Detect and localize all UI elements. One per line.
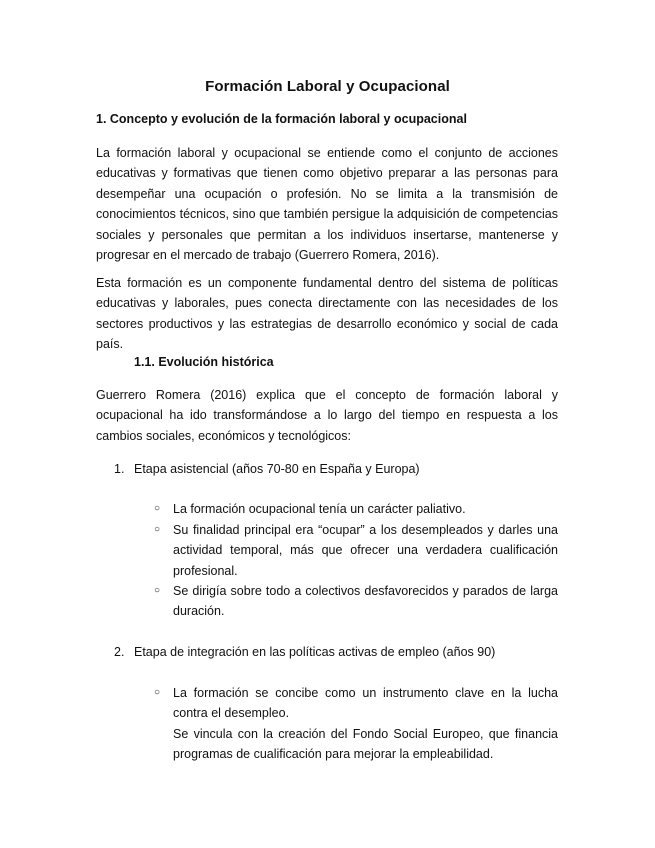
bullet-text: Su finalidad principal era “ocupar” a los desempleados y darles una actividad temporal, más que ofrecer una verdadera cualificación profesional. <box>173 523 558 578</box>
paragraph-evolution: Guerrero Romera (2016) explica que el concepto de formación laboral y ocupacional ha ido transformándose a lo largo del tiempo en respuesta a los cambios sociales, económicos y tecnológicos: <box>96 388 558 443</box>
document-title: Formación Laboral y Ocupacional <box>205 78 450 95</box>
bullet-continuation-text: Se vincula con la creación del Fondo Social Europeo, que financia programas de cualificación para mejorar la empleabilidad. <box>173 726 558 762</box>
stage-label: Etapa asistencial (años 70-80 en España y Europa) <box>134 462 420 476</box>
stage-label: Etapa de integración en las políticas activas de empleo (años 90) <box>134 645 496 659</box>
list-number: 1. <box>114 462 125 476</box>
bullet-item <box>154 683 558 765</box>
bullet-text: La formación se concibe como un instrumento clave en la lucha contra el desempleo. <box>173 686 558 721</box>
section-heading: 1. Concepto y evolución de la formación laboral y ocupacional <box>96 112 467 126</box>
bullet-circle-icon: ○ <box>154 524 161 535</box>
bullet-text: Se dirigía sobre todo a colectivos desfavorecidos y parados de larga duración. <box>173 584 558 619</box>
paragraph-component: Esta formación es un componente fundamental dentro del sistema de políticas educativas y laborales, pues conecta directamente con las necesidades de los sectores productivos y las estrategias de desarrollo económico y social de cada país. <box>96 276 558 352</box>
bullet-item <box>154 499 558 519</box>
bullet-circle-icon: ○ <box>154 687 161 698</box>
bullet-item <box>154 581 558 622</box>
bullet-circle-icon: ○ <box>154 585 161 596</box>
list-item-stage-2 <box>114 642 495 662</box>
bullet-text: La formación ocupacional tenía un carácter paliativo. <box>173 502 466 516</box>
paragraph-definition: La formación laboral y ocupacional se entiende como el conjunto de acciones educativas y formativas que tienen como objetivo preparar a las personas para desempeñar una ocupación o profesión. No se limita a la transmisión de conocimientos técnicos, sino que también persigue la adquisición de competencias sociales y personales que permitan a los individuos insertarse, mantenerse y progresar en el mercado de trabajo (Guerrero Romera, 2016). <box>96 146 558 263</box>
bullet-circle-icon: ○ <box>154 503 161 514</box>
subsection-heading: 1.1. Evolución histórica <box>134 355 274 369</box>
bullet-item <box>154 520 558 581</box>
list-number: 2. <box>114 645 125 659</box>
list-item-stage-1 <box>114 459 420 479</box>
